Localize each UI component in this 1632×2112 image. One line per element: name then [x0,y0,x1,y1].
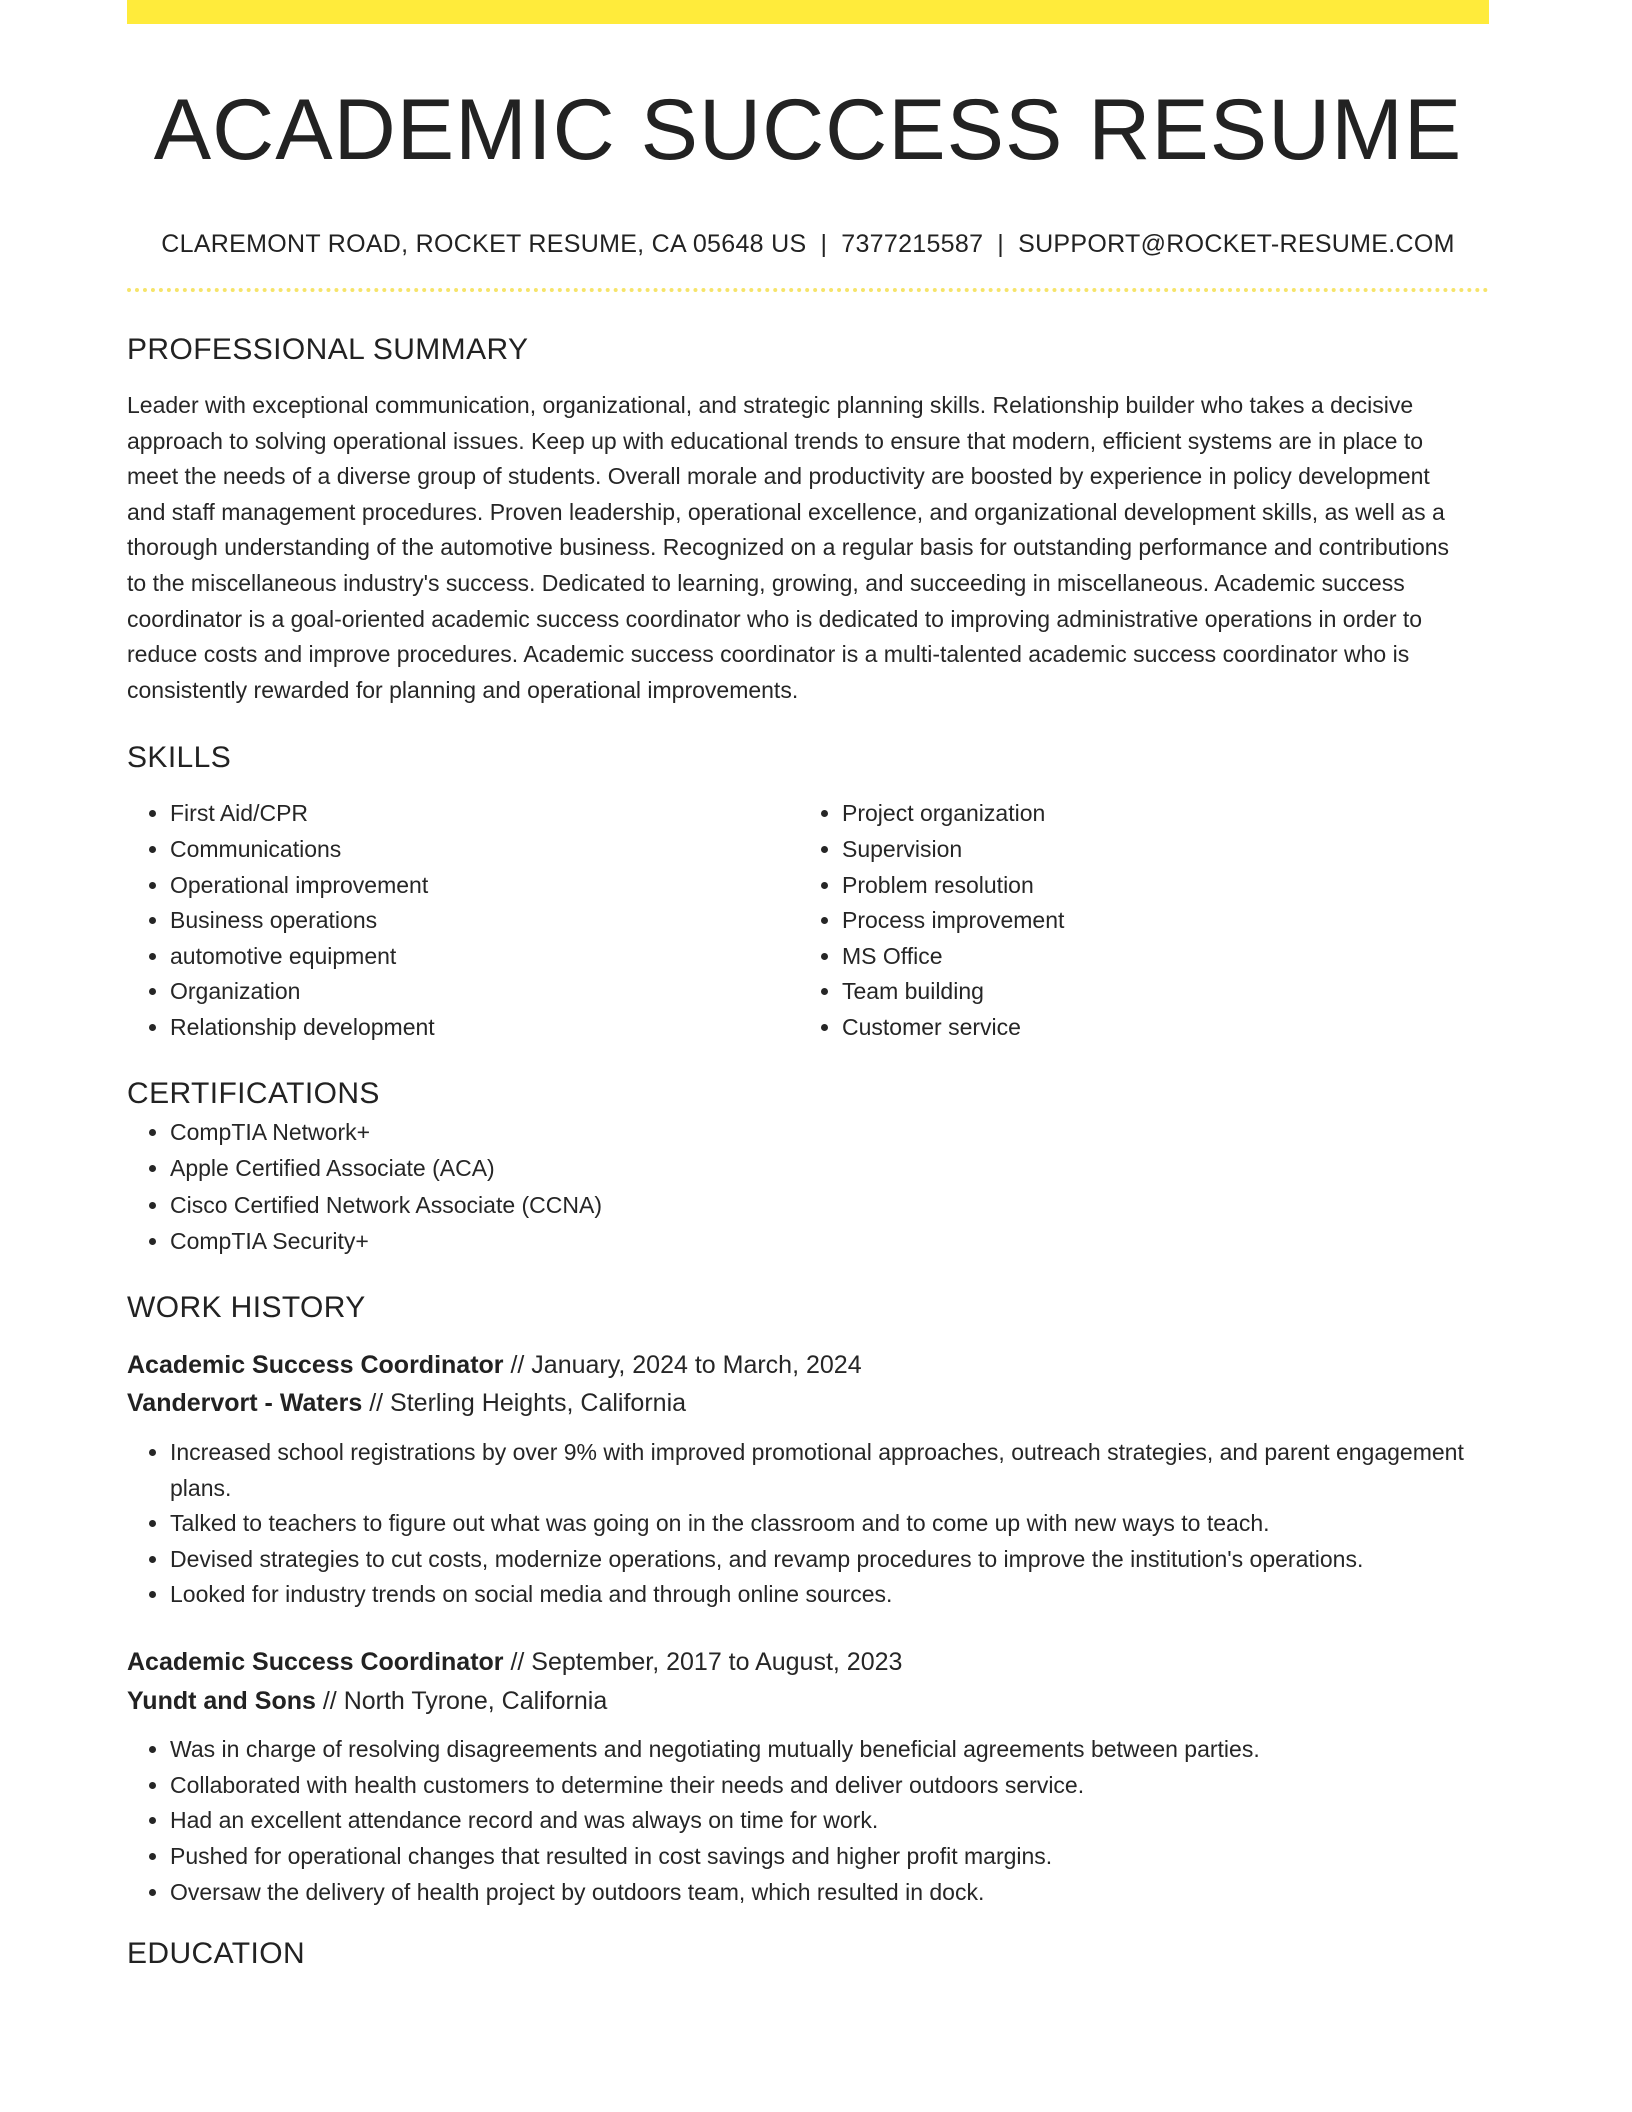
skill-item: • Team building [842,974,1471,1010]
section-title-certifications: CERTIFICATIONS [127,1076,380,1110]
section-title-summary: PROFESSIONAL SUMMARY [127,333,529,366]
certification-item: • Apple Certified Associate (ACA) [170,1150,1489,1187]
skill-item: • First Aid/CPR [170,796,799,832]
skills-list-left [127,796,799,1045]
certification-item: • Cisco Certified Network Associate (CCNA) [170,1187,1489,1224]
job-entry [127,1346,1489,1613]
job-role-line [127,1346,1489,1385]
skill-item: • Operational improvement [170,868,799,904]
resume-title: ACADEMIC SUCCESS RESUME [153,82,1463,178]
skill-item: • Communications [170,832,799,868]
job-role-line [127,1643,1489,1682]
contact-separator: | [820,230,828,258]
job-bullet: • Had an excellent attendance record and was always on time for work. [170,1803,1489,1839]
section-title-education: EDUCATION [127,1937,306,1971]
certification-item: • CompTIA Network+ [170,1114,1489,1151]
section-title-work-history: WORK HISTORY [127,1290,366,1324]
phone: 7377215587 [841,230,984,258]
resume-page [127,0,1489,1974]
job-bullets [127,1435,1489,1613]
job-location: // North Tyrone, California [315,1686,608,1715]
job-bullets [127,1732,1489,1910]
contact-separator: | [997,230,1005,258]
job-bullet: • Was in charge of resolving disagreements and negotiating mutually beneficial agreements between parties. [170,1732,1489,1768]
skill-item: • Relationship development [170,1010,799,1046]
skill-item: • Problem resolution [842,868,1471,904]
skill-item: • Business operations [170,903,799,939]
email: SUPPORT@ROCKET-RESUME.COM [1018,230,1455,258]
job-location: // Sterling Heights, California [362,1389,687,1418]
skill-item: • Project organization [842,796,1471,832]
certification-item: • CompTIA Security+ [170,1223,1489,1260]
job-role: Academic Success Coordinator [127,1648,504,1677]
job-dates: // September, 2017 to August, 2023 [503,1648,903,1677]
job-entry [127,1643,1489,1910]
skills-list-right [799,796,1471,1045]
certifications-list [127,1114,1489,1260]
section-title-skills: SKILLS [127,741,232,775]
skill-item: • Customer service [842,1010,1471,1046]
job-bullet: • Pushed for operational changes that resulted in cost savings and higher profit margins. [170,1839,1489,1875]
dotted-divider [127,288,1489,292]
skills-columns [127,796,1489,1045]
summary-text: Leader with exceptional communication, organizational, and strategic planning skills. Relationship builder who takes a decisive approach to solving operational issues. Keep up with educational trends to ensure that modern, efficient systems are in place to meet the needs of a diverse group of students. Overall morale and productivity are boosted by experience in policy development and staff management procedures. Proven leadership, operational excellence, and organizational development skills, as well as a thorough understanding of the automotive business. Recognized on a regular basis for outstanding performance and contributions to the miscellaneous industry's success. Dedicated to learning, growing, and succeeding in miscellaneous. Academic success coordinator is a goal-oriented academic success coordinator who is dedicated to improving administrative operations in order to reduce costs and improve procedures. Academic success coordinator is a multi-talented academic success coordinator who is consistently rewarded for planning and operational improvements. [127,392,1450,703]
job-bullet: • Devised strategies to cut costs, modernize operations, and revamp procedures to improve the institution's operations. [170,1542,1489,1578]
job-company: Yundt and Sons [127,1686,316,1715]
job-bullet: • Talked to teachers to figure out what was going on in the classroom and to come up with new ways to teach. [170,1506,1489,1542]
job-company: Vandervort - Waters [127,1389,363,1418]
skill-item: • Process improvement [842,903,1471,939]
skill-item: • Organization [170,974,799,1010]
job-dates: // January, 2024 to March, 2024 [503,1350,862,1379]
address: CLAREMONT ROAD, ROCKET RESUME, CA 05648 US [161,230,807,258]
skill-item: • MS Office [842,939,1471,975]
job-bullet: • Looked for industry trends on social media and through online sources. [170,1577,1489,1613]
skill-item: • Supervision [842,832,1471,868]
job-bullet: • Oversaw the delivery of health project by outdoors team, which resulted in dock. [170,1875,1489,1911]
job-bullet: • Collaborated with health customers to determine their needs and deliver outdoors service. [170,1768,1489,1804]
job-bullet: • Increased school registrations by over 9% with improved promotional approaches, outreach strategies, and parent engagement plans. [170,1435,1489,1506]
contact-line [127,228,1489,260]
job-role: Academic Success Coordinator [127,1350,504,1379]
job-company-line [127,1682,1489,1721]
skill-item: • automotive equipment [170,939,799,975]
job-company-line [127,1384,1489,1423]
